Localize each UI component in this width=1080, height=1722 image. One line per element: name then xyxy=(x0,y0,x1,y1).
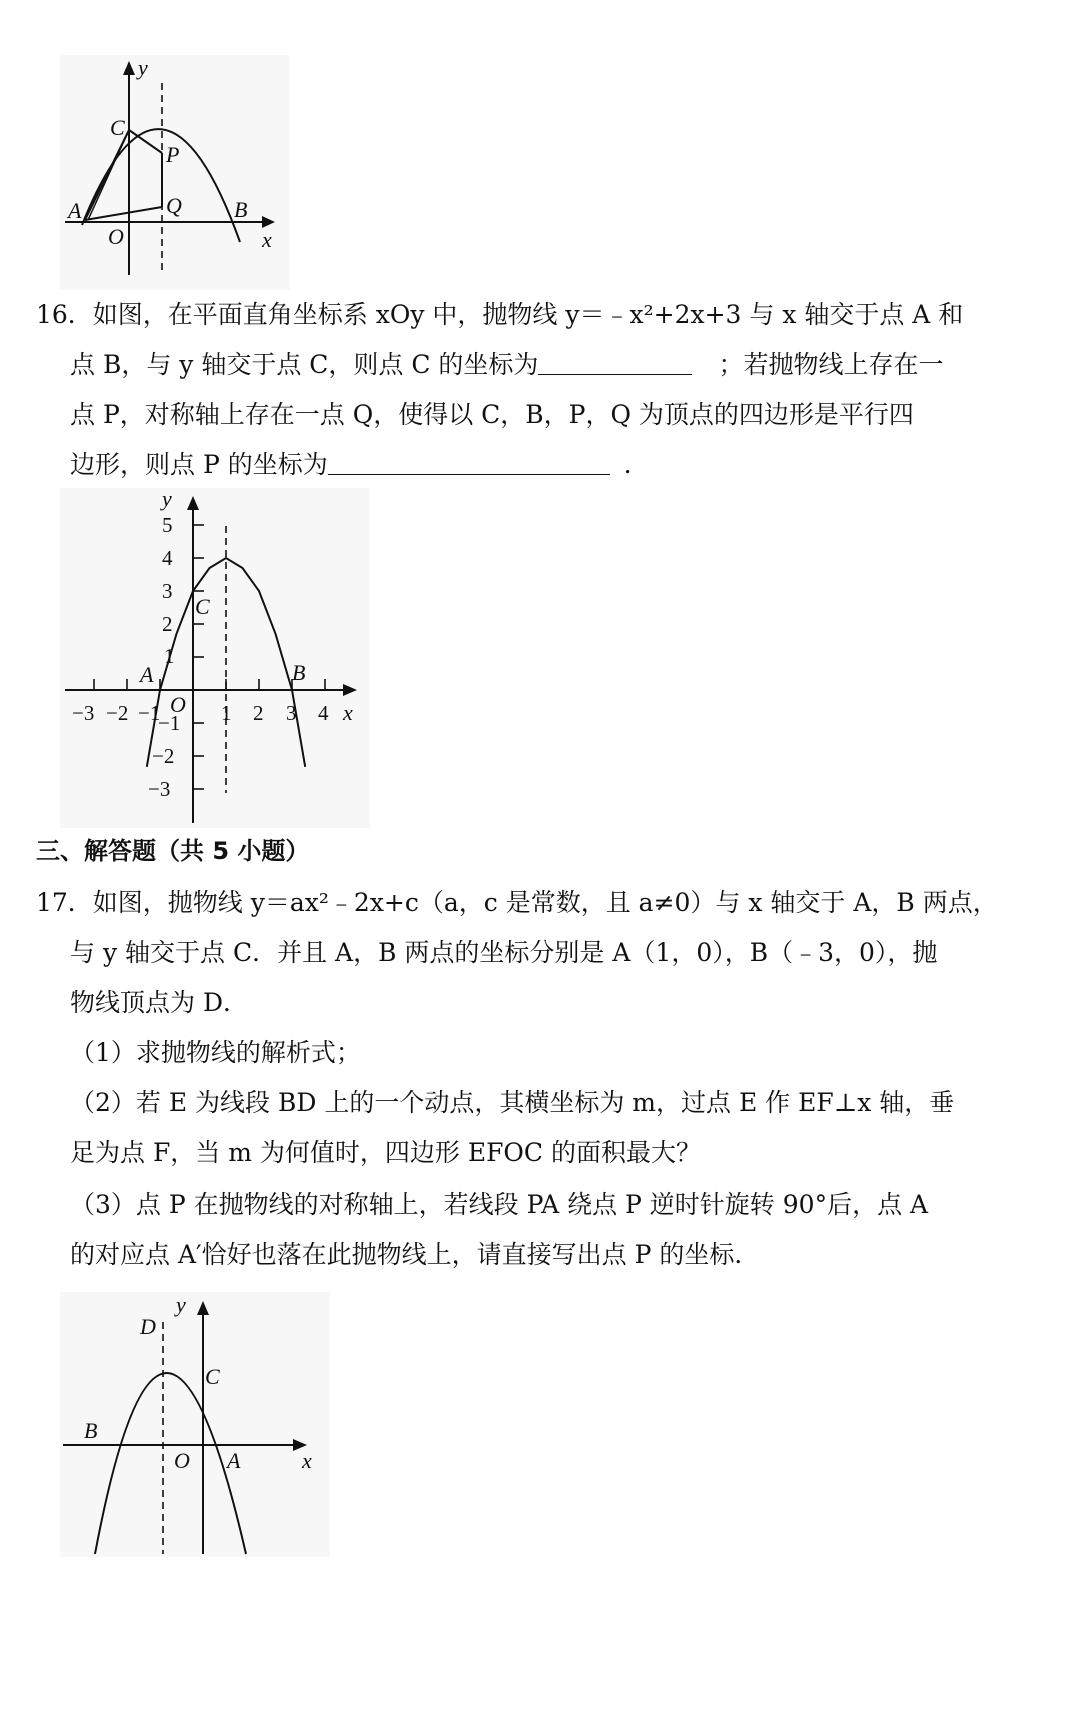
label-b: B xyxy=(234,197,248,222)
label-y: y xyxy=(162,488,172,511)
label-a: A xyxy=(227,1448,241,1473)
label-x: x xyxy=(262,227,272,252)
y-tick-5: 5 xyxy=(162,513,173,537)
y-tick-1: 1 xyxy=(164,644,175,668)
x-tick-neg1: −1 xyxy=(138,701,161,725)
label-b: B xyxy=(292,660,306,685)
q17-part2-line2: 足为点 F，当 m 为何值时，四边形 EFOC 的面积最大？ xyxy=(70,1138,702,1167)
y-tick-4: 4 xyxy=(162,546,173,570)
x-tick-neg2: −2 xyxy=(106,701,129,725)
label-o: O xyxy=(170,692,186,717)
y-tick-neg3: −3 xyxy=(148,777,171,801)
label-a: A xyxy=(68,198,82,223)
label-b: B xyxy=(84,1418,98,1443)
label-c: C xyxy=(110,115,125,140)
label-c: C xyxy=(205,1364,220,1389)
q16-line2-a: 点 B，与 y 轴交于点 C，则点 C 的坐标为 xyxy=(70,350,539,379)
q16-line2 xyxy=(70,348,1080,382)
y-tick-neg1: −1 xyxy=(158,711,181,735)
q17-part3-line2: 的对应点 A′恰好也落在此抛物线上，请直接写出点 P 的坐标． xyxy=(70,1240,760,1269)
q16-line2-b: ；若抛物线上存在一 xyxy=(718,350,944,379)
label-q: Q xyxy=(166,193,182,218)
q16-line4 xyxy=(70,448,1080,482)
section-3-heading: 三、解答题（共 5 小题） xyxy=(36,837,310,865)
q16-line1: 16．如图，在平面直角坐标系 xOy 中，抛物线 y＝﹣x²+2x+3 与 x 轴交于点 A 和 xyxy=(36,300,964,329)
x-tick-4: 4 xyxy=(318,701,329,725)
y-tick-neg2: −2 xyxy=(152,744,175,768)
q17-part3-line1: （3）点 P 在抛物线的对称轴上，若线段 PA 绕点 P 逆时针旋转 90°后，点 A xyxy=(70,1190,929,1219)
figure-16-graph xyxy=(60,488,370,828)
label-c: C xyxy=(195,594,210,619)
label-d: D xyxy=(140,1314,156,1339)
q17-line1: 17．如图，抛物线 y＝ax²﹣2x+c（a，c 是常数，且 a≠0）与 x 轴交于 A，B 两点， xyxy=(36,888,998,917)
x-tick-neg3: −3 xyxy=(72,701,95,725)
q17-part2-line1: （2）若 E 为线段 BD 上的一个动点，其横坐标为 m，过点 E 作 EF⊥x 轴，垂 xyxy=(70,1088,955,1117)
y-tick-2: 2 xyxy=(162,612,173,636)
x-tick-1: 1 xyxy=(221,701,232,725)
answer-blank-p[interactable] xyxy=(328,448,610,475)
q16-line3: 点 P，对称轴上存在一点 Q，使得以 C，B，P，Q 为顶点的四边形是平行四 xyxy=(70,400,914,429)
answer-blank-c[interactable] xyxy=(538,348,692,375)
x-tick-3: 3 xyxy=(286,701,297,725)
label-o: O xyxy=(174,1448,190,1473)
x-tick-2: 2 xyxy=(253,701,264,725)
q17-part1: （1）求抛物线的解析式； xyxy=(70,1038,361,1067)
label-o: O xyxy=(108,224,124,249)
figure-17-graph xyxy=(60,1292,330,1557)
q16-line4-a: 边形，则点 P 的坐标为 xyxy=(70,450,328,479)
label-a: A xyxy=(140,662,154,687)
figure-parabola-cpqab xyxy=(60,55,290,290)
q17-line2: 与 y 轴交于点 C．并且 A，B 两点的坐标分别是 A（1，0），B（﹣3，0），抛 xyxy=(70,938,938,967)
y-tick-3: 3 xyxy=(162,579,173,603)
q17-line3: 物线顶点为 D． xyxy=(70,988,248,1017)
label-p: P xyxy=(166,142,180,167)
label-x: x xyxy=(343,700,353,725)
label-x: x xyxy=(302,1448,312,1473)
label-y: y xyxy=(176,1292,186,1317)
q16-line4-b: ． xyxy=(623,450,649,479)
label-y: y xyxy=(138,55,148,80)
